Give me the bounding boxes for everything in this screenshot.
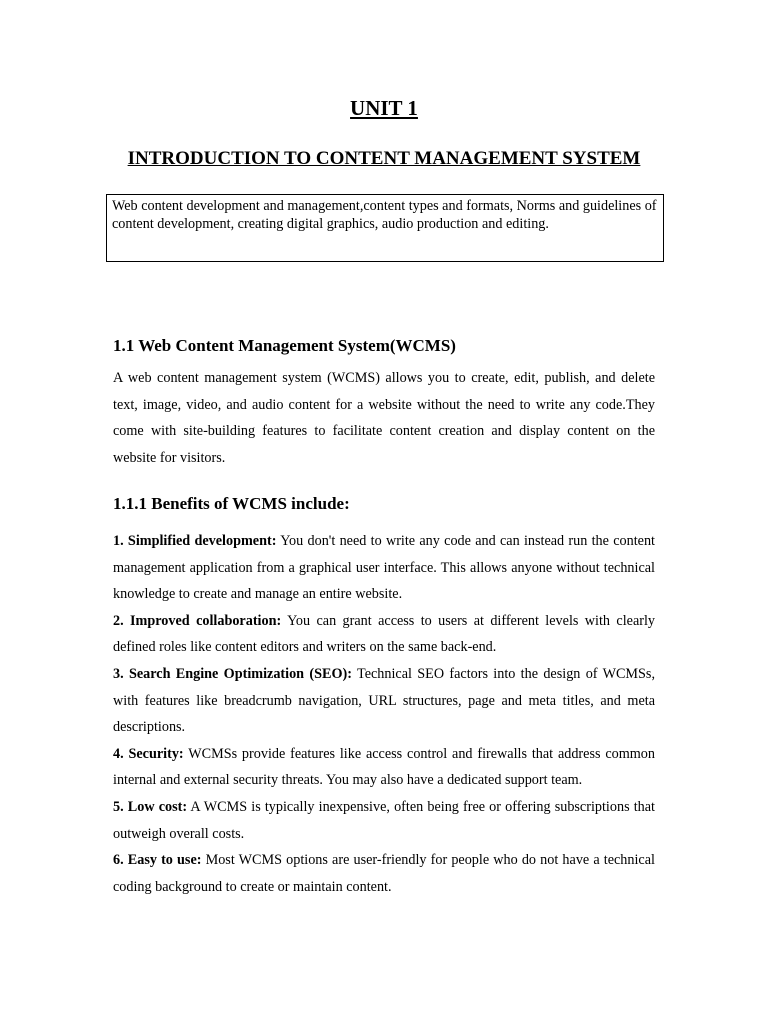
list-item-text: You don't need to write any code and can instead run the content management application from a graphical user interface. This allows anyone without technical knowledge to create and manage an entire website. bbox=[113, 533, 655, 603]
list-item bbox=[113, 661, 655, 741]
list-item bbox=[113, 794, 655, 847]
list-item-text: Technical SEO factors into the design of WCMSs, with features like breadcrumb navigation, URL structures, page and meta titles, and meta descriptions. bbox=[113, 665, 655, 736]
list-item-label: 3. Search Engine Optimization (SEO): bbox=[113, 665, 352, 682]
list-item-text: A WCMS is typically inexpensive, often being free or offering subscriptions that outweigh overall costs. bbox=[113, 798, 655, 842]
syllabus-box bbox=[106, 194, 664, 262]
list-item-label: 4. Security: bbox=[113, 745, 184, 762]
unit-title: UNIT 1 bbox=[350, 96, 418, 120]
list-item-label: 2. Improved collaboration: bbox=[113, 612, 282, 629]
list-item bbox=[113, 608, 655, 661]
section-heading-1-1: 1.1 Web Content Management System(WCMS) bbox=[113, 336, 456, 355]
list-item-text: Most WCMS options are user-friendly for people who do not have a technical coding background to create or maintain content. bbox=[113, 852, 655, 895]
list-item-label: 5. Low cost: bbox=[113, 798, 188, 815]
section-heading-1-1-1: 1.1.1 Benefits of WCMS include: bbox=[113, 494, 350, 513]
list-item-label: 1. Simplified development: bbox=[113, 533, 277, 549]
list-item bbox=[113, 741, 655, 794]
list-item bbox=[113, 528, 655, 608]
list-item-label: 6. Easy to use: bbox=[113, 852, 202, 869]
benefits-list bbox=[113, 528, 655, 900]
section-1-1-body: A web content management system (WCMS) allows you to create, edit, publish, and delete text, image, video, and audio content for a website without the need to write any code.They come with site-building features to facilitate content creation and display content on the website for visitors. bbox=[113, 370, 655, 466]
syllabus-text: Web content development and management,content types and formats, Norms and guidelines of content development, creating digital graphics, audio production and editing. bbox=[112, 198, 657, 232]
list-item bbox=[113, 847, 655, 900]
main-title: INTRODUCTION TO CONTENT MANAGEMENT SYSTEM bbox=[127, 148, 641, 169]
list-item-text: You can grant access to users at different levels with clearly defined roles like content editors and writers on the same back-end. bbox=[113, 612, 656, 656]
list-item-text: WCMSs provide features like access control and firewalls that address common internal and external security threats. You may also have a dedicated support team. bbox=[113, 745, 655, 789]
